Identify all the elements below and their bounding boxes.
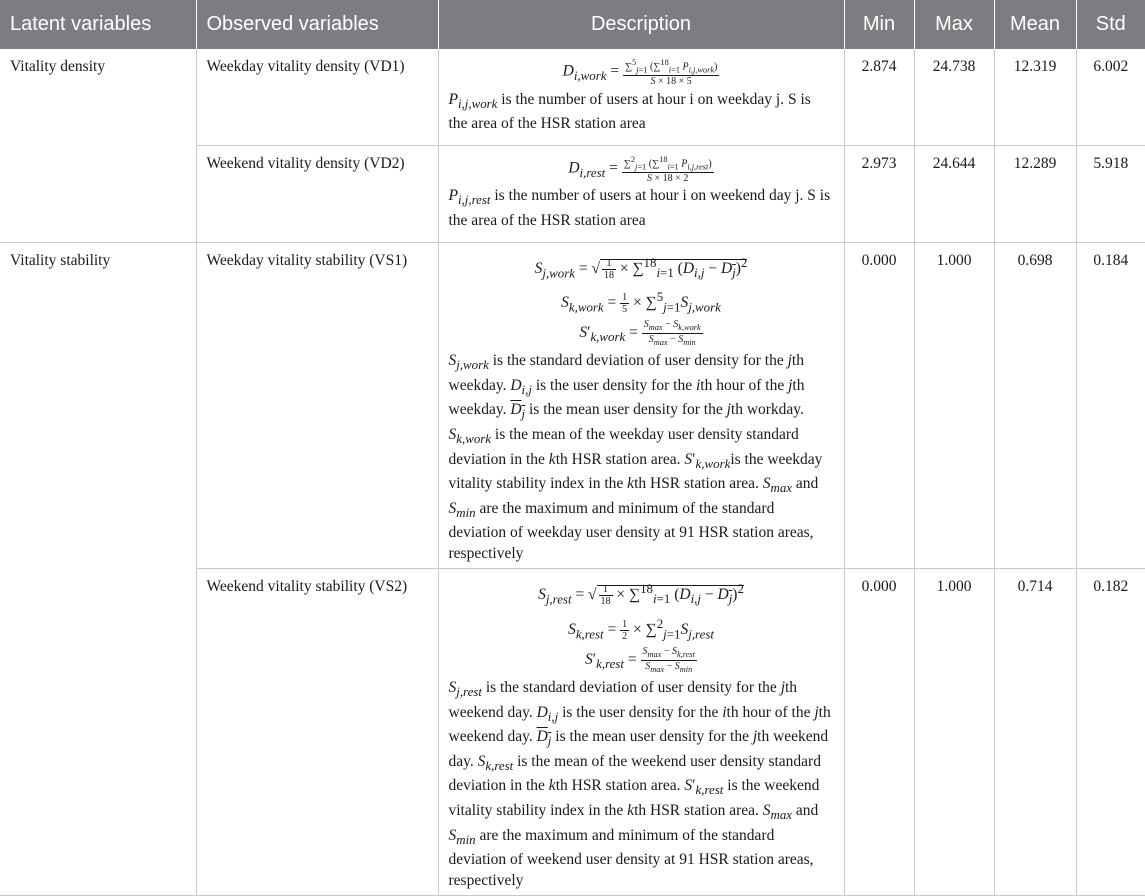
formula: $D_{i,rest}$ = $\frac{\sum^2_{j=1} (\sum^{18}_{i=1} P_{i,j,rest})}{S \times 18 \times 2}$: [568, 154, 712, 184]
formula: $S_{j,rest}$ = √ $\frac{1}{18}$ × ∑$^{18}_{i=1}$ $(D_{i,j} - D_j)^2$ $S_{k,rest}$ = $\frac{1}{2}$ × $\sum^2_{j=1}S_{j,rest}$ $S'_{k,rest}$ = $\frac{S_{max} - S_{k,rest}}{S_{max} - S_{min}}$: [538, 581, 744, 674]
header-observed: Observed variables: [196, 0, 438, 49]
max-cell: 24.738: [914, 49, 994, 145]
max-cell: 1.000: [914, 569, 994, 896]
min-cell: 0.000: [844, 569, 914, 896]
description-text: is the number of users at hour i on weekday j. S is the area of the HSR station area: [448, 90, 811, 133]
observed-cell: Weekend vitality stability (VS2): [196, 569, 438, 896]
observed-cell: Weekday vitality density (VD1): [196, 49, 438, 145]
observed-cell: Weekend vitality density (VD2): [196, 145, 438, 242]
description-cell: $S_{j,rest}$ = √ $\frac{1}{18}$ × ∑$^{18}_{i=1}$ $(D_{i,j} - D_j)^2$ $S_{k,rest}$ = $\frac{1}{2}$ × $\sum^2_{j=1}S_{j,rest}$ $S'_{k,rest}$ = $\frac{S_{max} - S_{k,rest}}{S_{max} - S_{min}}$ $S_{j,rest}$ is the standard deviation of user density for the jth weekend day. $D_{i,j}$ is the user density for the ith hour of the jth weekend day. $D_j$ is the mean user density for the jth weekend day. $S_{k,rest}$ is the mean of the weekend user density standard deviation in the kth HSR station area. $S'_{k,rest}$ is the weekend vitality stability index in the kth HSR station area. $S_{max}$ and $S_{min}$ are the maximum and minimum of the standard deviation of weekend user density at 91 HSR station areas, respectively: [438, 569, 844, 896]
observed-cell: Weekday vitality stability (VS1): [196, 242, 438, 569]
header-max: Max: [914, 0, 994, 49]
mean-cell: 12.319: [994, 49, 1076, 145]
description-cell: $D_{i,rest}$ = $\frac{\sum^2_{j=1} (\sum^{18}_{i=1} P_{i,j,rest})}{S \times 18 \times 2}$ $P_{i,j,rest}$ is the number of users at hour i on weekend day j. S is the area of the HSR station area: [438, 145, 844, 242]
description-cell: $S_{j,work}$ = √ $\frac{1}{18}$ × ∑$^{18}_{i=1}$ $(D_{i,j} - D_j)^2$ $S_{k,work}$ = $\frac{1}{5}$ × $\sum^5_{j=1}S_{j,work}$ $S'_{k,work}$ = $\frac{S_{max} - S_{k,work}}{S_{max} - S_{min}}$ $S_{j,work}$ is the standard deviation of user density for the jth weekday. $D_{i,j}$ is the user density for the ith hour of the jth weekday. $D_j$ is the mean user density for the jth workday. $S_{k,work}$ is the mean of the weekday user density standard deviation in the kth HSR station area. $S'_{k,work}is$ the weekday vitality stability index in the kth HSR station area. $S_{max}$ and $S_{min}$ are the maximum and minimum of the standard deviation of weekday user density at 91 HSR station areas, respectively: [438, 242, 844, 569]
std-cell: 0.182: [1076, 569, 1145, 896]
formula: $S_{j,work}$ = √ $\frac{1}{18}$ × ∑$^{18}_{i=1}$ $(D_{i,j} - D_j)^2$ $S_{k,work}$ = $\frac{1}{5}$ × $\sum^5_{j=1}S_{j,work}$ $S'_{k,work}$ = $\frac{S_{max} - S_{k,work}}{S_{max} - S_{min}}$: [534, 254, 748, 347]
max-cell: 24.644: [914, 145, 994, 242]
std-cell: 5.918: [1076, 145, 1145, 242]
header-description: Description: [438, 0, 844, 49]
table-row: [0, 242, 1145, 569]
header-latent: Latent variables: [0, 0, 196, 49]
table-row: [0, 49, 1145, 145]
header-std: Std: [1076, 0, 1145, 49]
std-cell: 0.184: [1076, 242, 1145, 569]
formula: $D_{i,work}$ = $\frac{\sum^5_{j=1} (\sum^{18}_{i=1} P_{i,j,work})}{S \times 18 \times 5}$: [562, 58, 718, 88]
header-row: [0, 0, 1145, 49]
header-mean: Mean: [994, 0, 1076, 49]
min-cell: 0.000: [844, 242, 914, 569]
max-cell: 1.000: [914, 242, 994, 569]
mean-cell: 0.714: [994, 569, 1076, 896]
min-cell: 2.874: [844, 49, 914, 145]
description-text: is the number of users at hour i on weekend day j. S is the area of the HSR station area: [448, 187, 831, 229]
std-cell: 6.002: [1076, 49, 1145, 145]
mean-cell: 0.698: [994, 242, 1076, 569]
latent-cell: Vitality density: [0, 49, 196, 242]
latent-cell: Vitality stability: [0, 242, 196, 896]
description-cell: $D_{i,work}$ = $\frac{\sum^5_{j=1} (\sum^{18}_{i=1} P_{i,j,work})}{S \times 18 \times 5}$ $P_{i,j,work}$ is the number of users at hour i on weekday j. S is the area of the HSR station area: [438, 49, 844, 145]
min-cell: 2.973: [844, 145, 914, 242]
header-min: Min: [844, 0, 914, 49]
mean-cell: 12.289: [994, 145, 1076, 242]
